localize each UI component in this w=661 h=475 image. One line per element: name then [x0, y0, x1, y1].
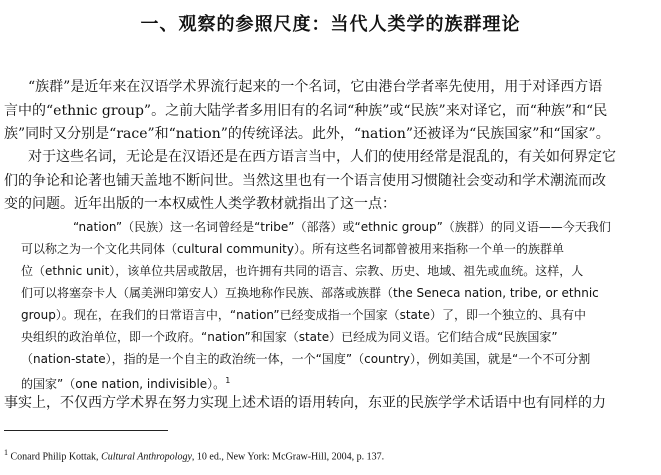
footnote-number: 1 — [4, 448, 8, 457]
paragraph-line: “族群”是近年来在汉语学术界流行起来的一个名词，它由港台学者率先使用，用于对译西方语 — [28, 79, 603, 95]
quote-line: “nation”（民族）这一名词曾经是“tribe”（部落）或“ethnic group”（族群）的同义语——今天我们 — [73, 220, 611, 234]
footnote-author: Conard Philip Kottak, — [10, 451, 102, 463]
paragraph-line: 言中的“ethnic group”。之前大陆学者多用旧有的名词“种族”或“民族”来对译它，而“种族”和“民 — [4, 102, 608, 119]
footnote-divider — [4, 430, 168, 431]
paragraph-line: 族”同时又分别是“race”和“nation”的传统译法。此外，“nation”还被译为“民族国家”和“国家”。 — [4, 126, 610, 142]
quote-line: 可以称之为一个文化共同体（cultural community）。所有这些名词都曾被用来指称一个单一的族群单 — [21, 242, 564, 256]
quote-line: （nation-state），指的是一个自主的政治统一体，一个“国度”（country），例如美国，就是“一个不可分割 — [21, 352, 591, 366]
quote-line: 们可以将塞奈卡人（属美洲印第安人）互换地称作民族、部落或族群（the Seneca nation, tribe, or ethnic — [21, 286, 599, 300]
footnote — [4, 446, 644, 464]
footnote-publication: , 10 ed., New York: McGraw-Hill, 2004, p. 137. — [191, 451, 385, 463]
quote-line: group）。现在，在我们的日常语言中，“nation”已经变成指一个国家（state）了，即一个独立的、具有中 — [21, 308, 586, 322]
quote-line: 位（ethnic unit），该单位共居或散居，也许拥有共同的语言、宗教、历史、地域、祖先或血统。这样，人 — [21, 264, 584, 278]
paragraph-3 — [4, 392, 656, 416]
quote-line: 央组织的政治单位，即一个政府。“nation”和国家（state）已经成为同义语。它们结合成“民族国家” — [21, 330, 558, 344]
section-title: 一、观察的参照尺度：当代人类学的族群理论 — [140, 14, 521, 35]
paragraph-line: 对于这些名词，无论是在汉语还是在西方语言当中，人们的使用经常是混乱的，有关如何界定它 — [28, 149, 616, 165]
quote-line-text: 的国家”（one nation, indivisible）。 — [21, 377, 226, 391]
footnote-book-title: Cultural Anthropology — [101, 451, 192, 463]
paragraph-line: 变的问题。近年出版的一本权威性人类学教材就指出了这一点： — [4, 196, 396, 212]
paragraph-2 — [4, 146, 656, 217]
paragraph-1 — [4, 76, 656, 147]
footnote-ref[interactable]: 1 — [225, 376, 231, 385]
paragraph-line: 事实上，不仅西方学术界在努力实现上述术语的语用转向，东亚的民族学学术话语中也有同样的力 — [4, 395, 606, 411]
paragraph-line: 们的争论和论著也铺天盖地不断问世。当然这里也有一个语言使用习惯随社会变动和学术潮流而改 — [4, 172, 606, 189]
block-quote — [21, 216, 641, 395]
